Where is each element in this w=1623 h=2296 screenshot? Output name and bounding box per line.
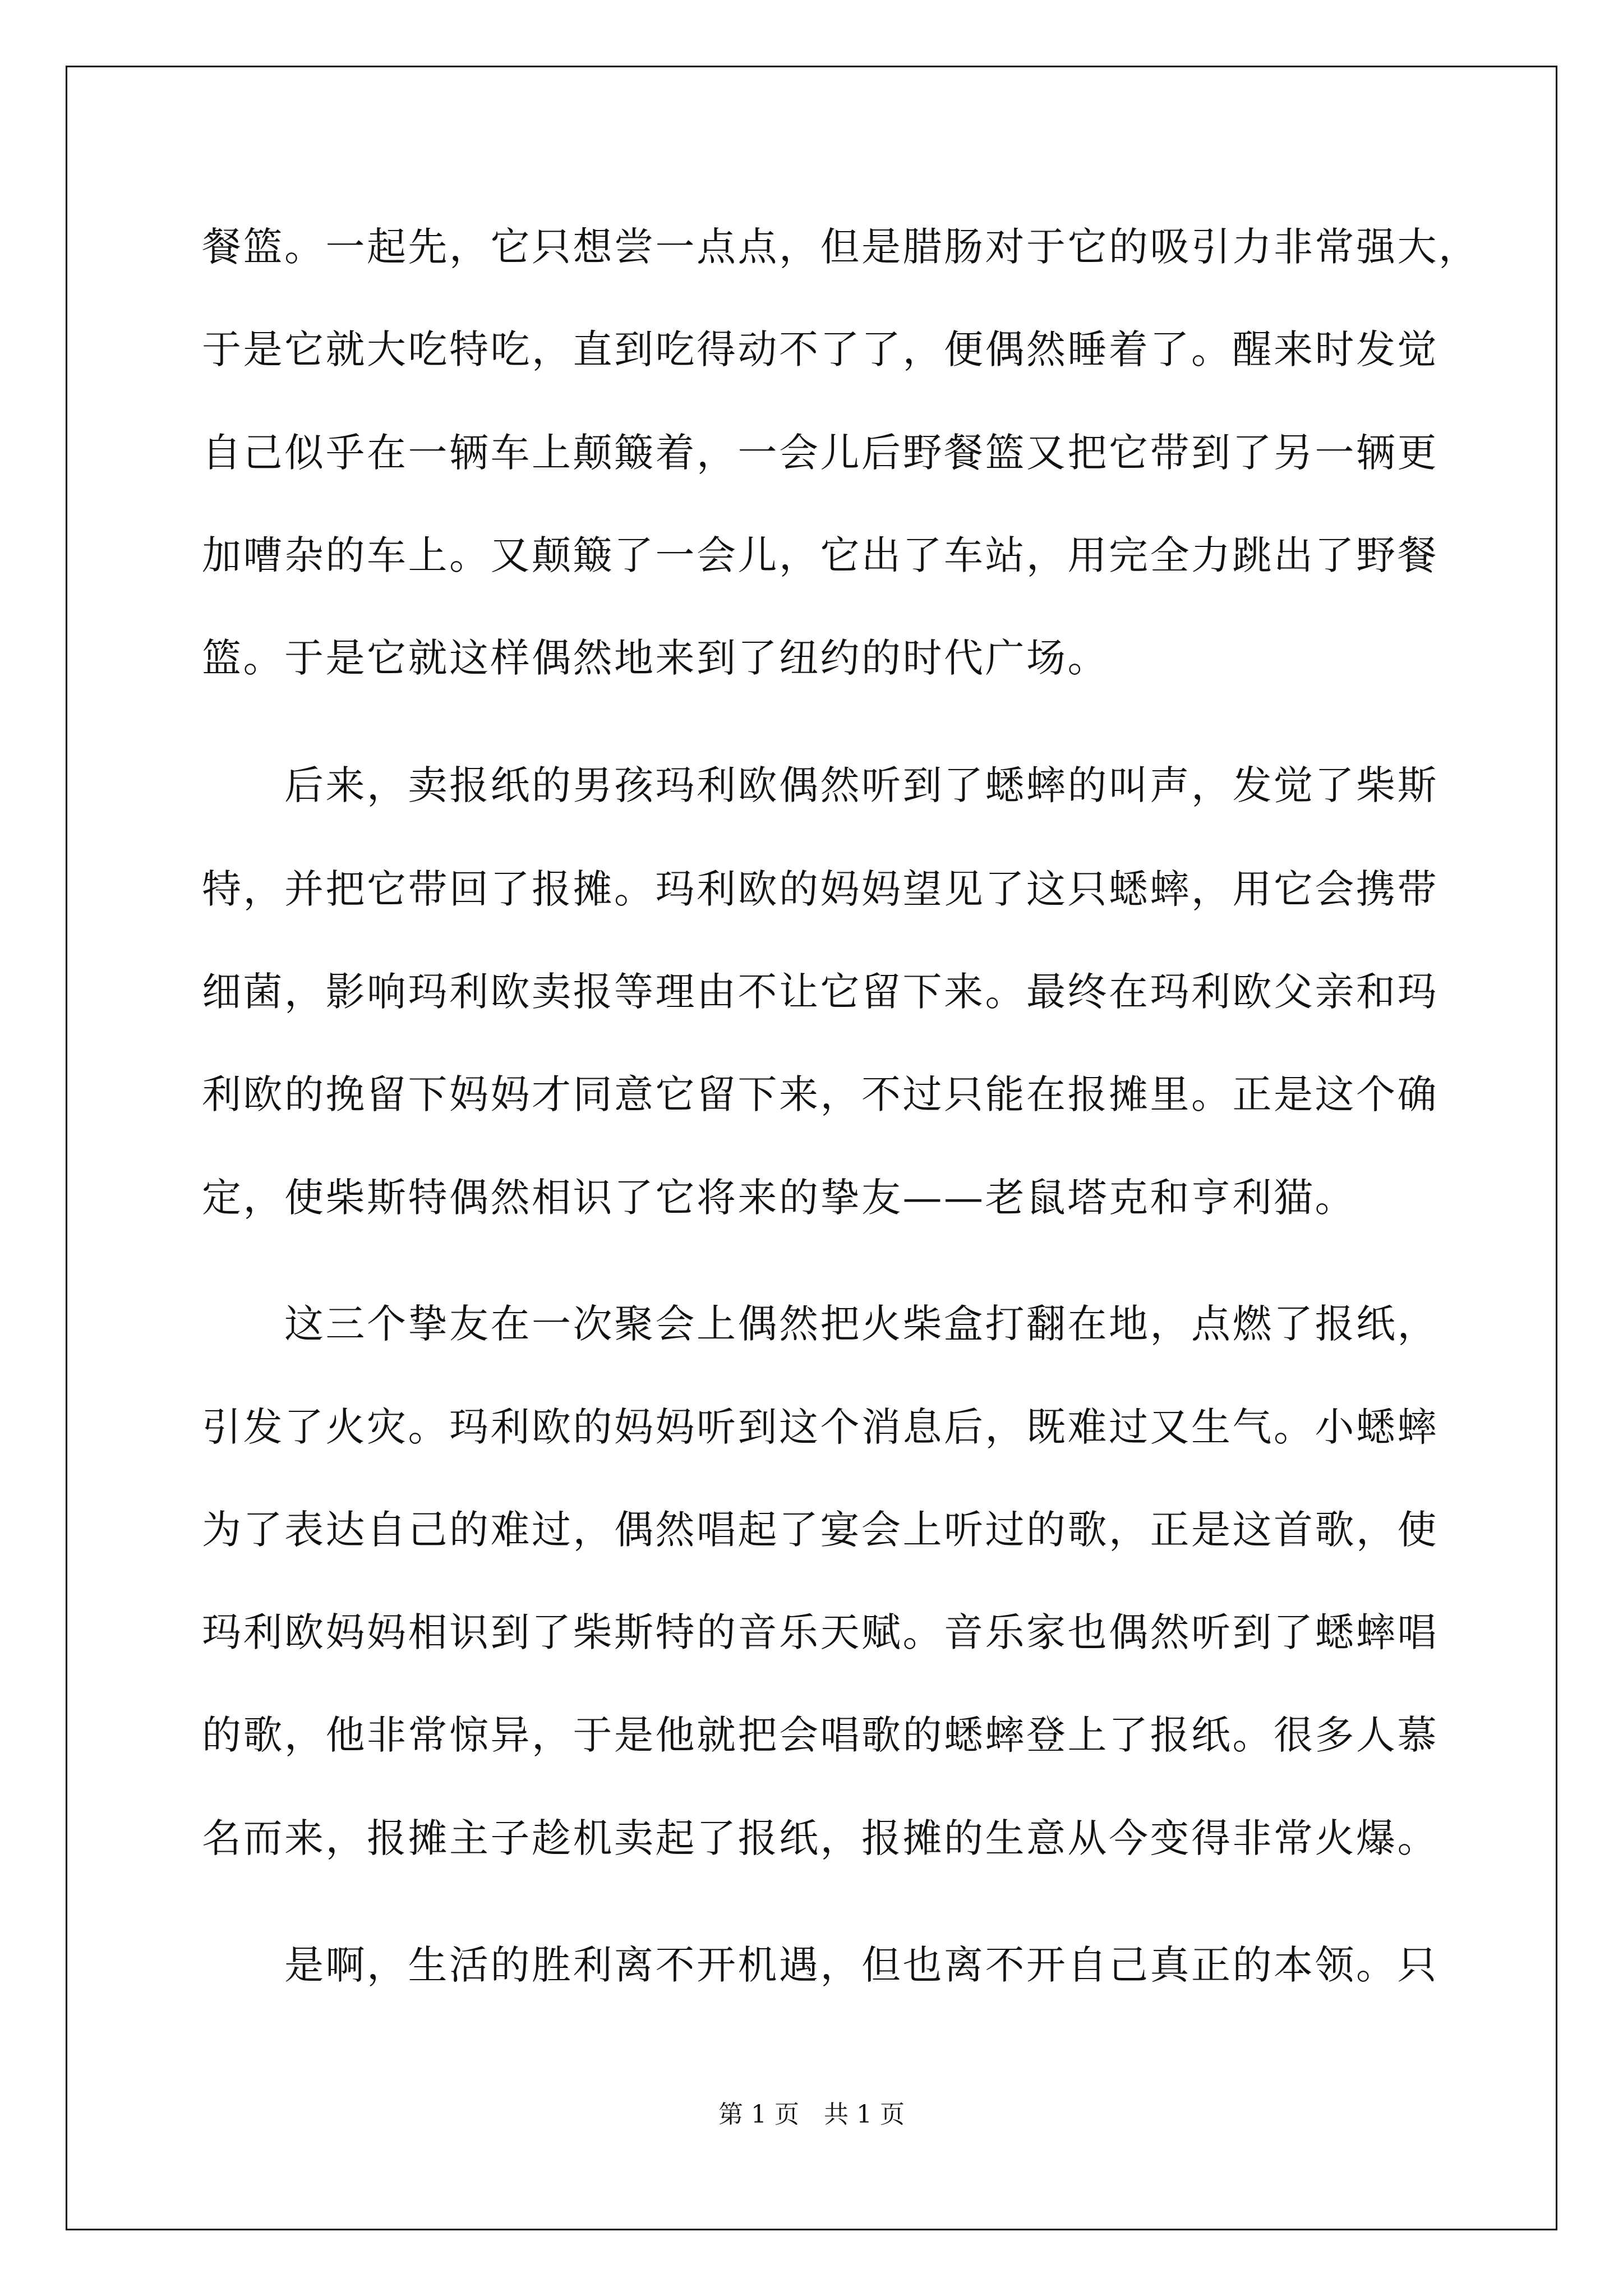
text-line: 自己似乎在一辆车上颠簸着，一会儿后野餐篮又把它带到了另一辆更 — [202, 430, 1438, 476]
text-line: 的歌，他非常惊异，于是他就把会唱歌的蟋蟀登上了报纸。很多人慕 — [202, 1712, 1438, 1758]
text-line: 后来，卖报纸的男孩玛利欧偶然听到了蟋蟀的叫声，发觉了柴斯 — [202, 762, 1438, 808]
text-line: 为了表达自己的难过，偶然唱起了宴会上听过的歌，正是这首歌，使 — [202, 1507, 1438, 1553]
text-line: 加嘈杂的车上。又颠簸了一会儿，它出了车站，用完全力跳出了野餐 — [202, 532, 1438, 578]
page-border — [66, 66, 1557, 2230]
text-line: 于是它就大吃特吃，直到吃得动不了了，便偶然睡着了。醒来时发觉 — [202, 326, 1438, 372]
text-line: 特，并把它带回了报摊。玛利欧的妈妈望见了这只蟋蟀，用它会携带 — [202, 866, 1438, 912]
text-line: 引发了火灾。玛利欧的妈妈听到这个消息后，既难过又生气。小蟋蟀 — [202, 1404, 1438, 1450]
text-line: 利欧的挽留下妈妈才同意它留下来，不过只能在报摊里。正是这个确 — [202, 1071, 1438, 1117]
text-line: 名而来，报摊主子趁机卖起了报纸，报摊的生意从今变得非常火爆。 — [202, 1815, 1438, 1861]
text-line: 这三个挚友在一次聚会上偶然把火柴盒打翻在地，点燃了报纸， — [202, 1301, 1438, 1347]
text-line: 篮。于是它就这样偶然地来到了纽约的时代广场。 — [202, 635, 1109, 681]
text-line: 是啊，生活的胜利离不开机遇，但也离不开自己真正的本领。只 — [202, 1942, 1438, 1988]
page-footer: 第 1 页 共 1 页 — [718, 2100, 905, 2129]
text-line: 定，使柴斯特偶然相识了它将来的挚友——老鼠塔克和亨利猫。 — [202, 1175, 1356, 1221]
text-line: 餐篮。一起先，它只想尝一点点，但是腊肠对于它的吸引力非常强大， — [202, 224, 1480, 270]
text-line: 细菌，影响玛利欧卖报等理由不让它留下来。最终在玛利欧父亲和玛 — [202, 969, 1438, 1015]
text-line: 玛利欧妈妈相识到了柴斯特的音乐天赋。音乐家也偶然听到了蟋蟀唱 — [202, 1609, 1438, 1655]
